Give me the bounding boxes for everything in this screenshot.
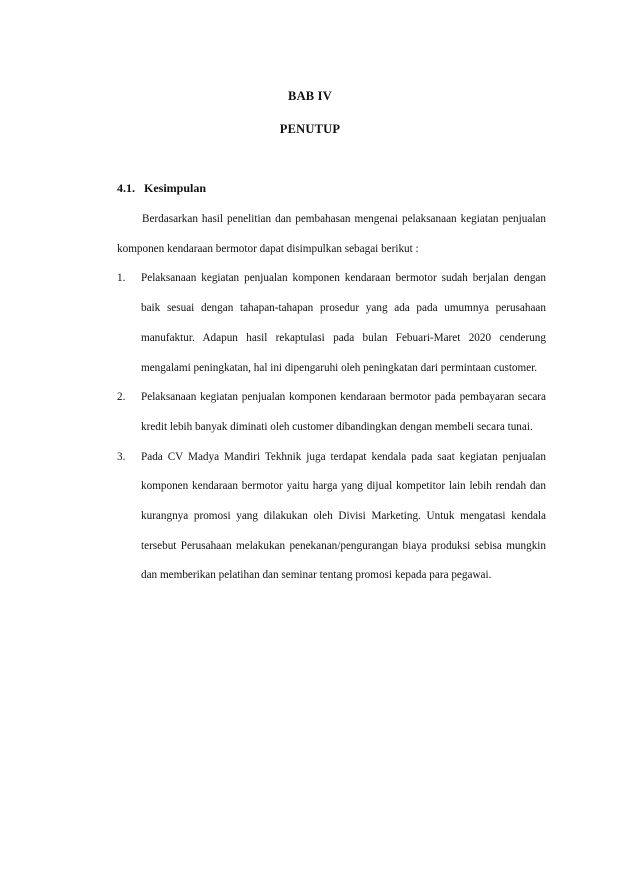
chapter-title: PENUTUP [279, 122, 341, 136]
section-title: Kesimpulan [144, 181, 207, 195]
list-item-text: Pada CV Madya Mandiri Tekhnik juga terdapat kendala pada saat kegiatan penjualan komponen kendaraan bermotor yaitu harga yang dijual kompetitor lain lebih rendah dan kurangnya promosi yang dilakukan oleh Divisi Marketing. Untuk mengatasi kendala tersebut Perusahaan melakukan penekanan/pengurangan biaya produksi sebisa mungkin dan memberikan pelatihan dan seminar tentang promosi kepada para pegawai. [141, 450, 546, 582]
intro-paragraph: Berdasarkan hasil penelitian dan pembahasan mengenai pelaksanaan kegiatan penjualan komponen kendaraan bermotor dapat disimpulkan sebagai berikut : [117, 213, 546, 255]
list-marker: 1. [117, 272, 126, 285]
list-item [117, 264, 546, 383]
section-heading [117, 181, 206, 196]
list-item-text: Pelaksanaan kegiatan penjualan komponen kendaraan bermotor pada pembayaran secara kredit lebih banyak diminati oleh customer dibandingkan dengan membeli secara tunai. [141, 391, 546, 433]
section-number: 4.1. [117, 181, 135, 195]
list-item [117, 443, 546, 592]
chapter-heading: BAB IV [288, 89, 332, 103]
body-text [117, 205, 546, 591]
conclusion-list [117, 264, 546, 591]
list-marker: 2. [117, 391, 126, 404]
list-marker: 3. [117, 450, 126, 463]
list-item [117, 383, 546, 442]
list-item-text: Pelaksanaan kegiatan penjualan komponen kendaraan bermotor sudah berjalan dengan baik sesuai dengan tahapan-tahapan prosedur yang ada pada umumnya perusahaan manufaktur. Adapun hasil rekaptulasi pada bulan Febuari-Maret 2020 cenderung mengalami peningkatan, hal ini dipengaruhi oleh peningkatan dari permintaan customer. [141, 272, 546, 374]
